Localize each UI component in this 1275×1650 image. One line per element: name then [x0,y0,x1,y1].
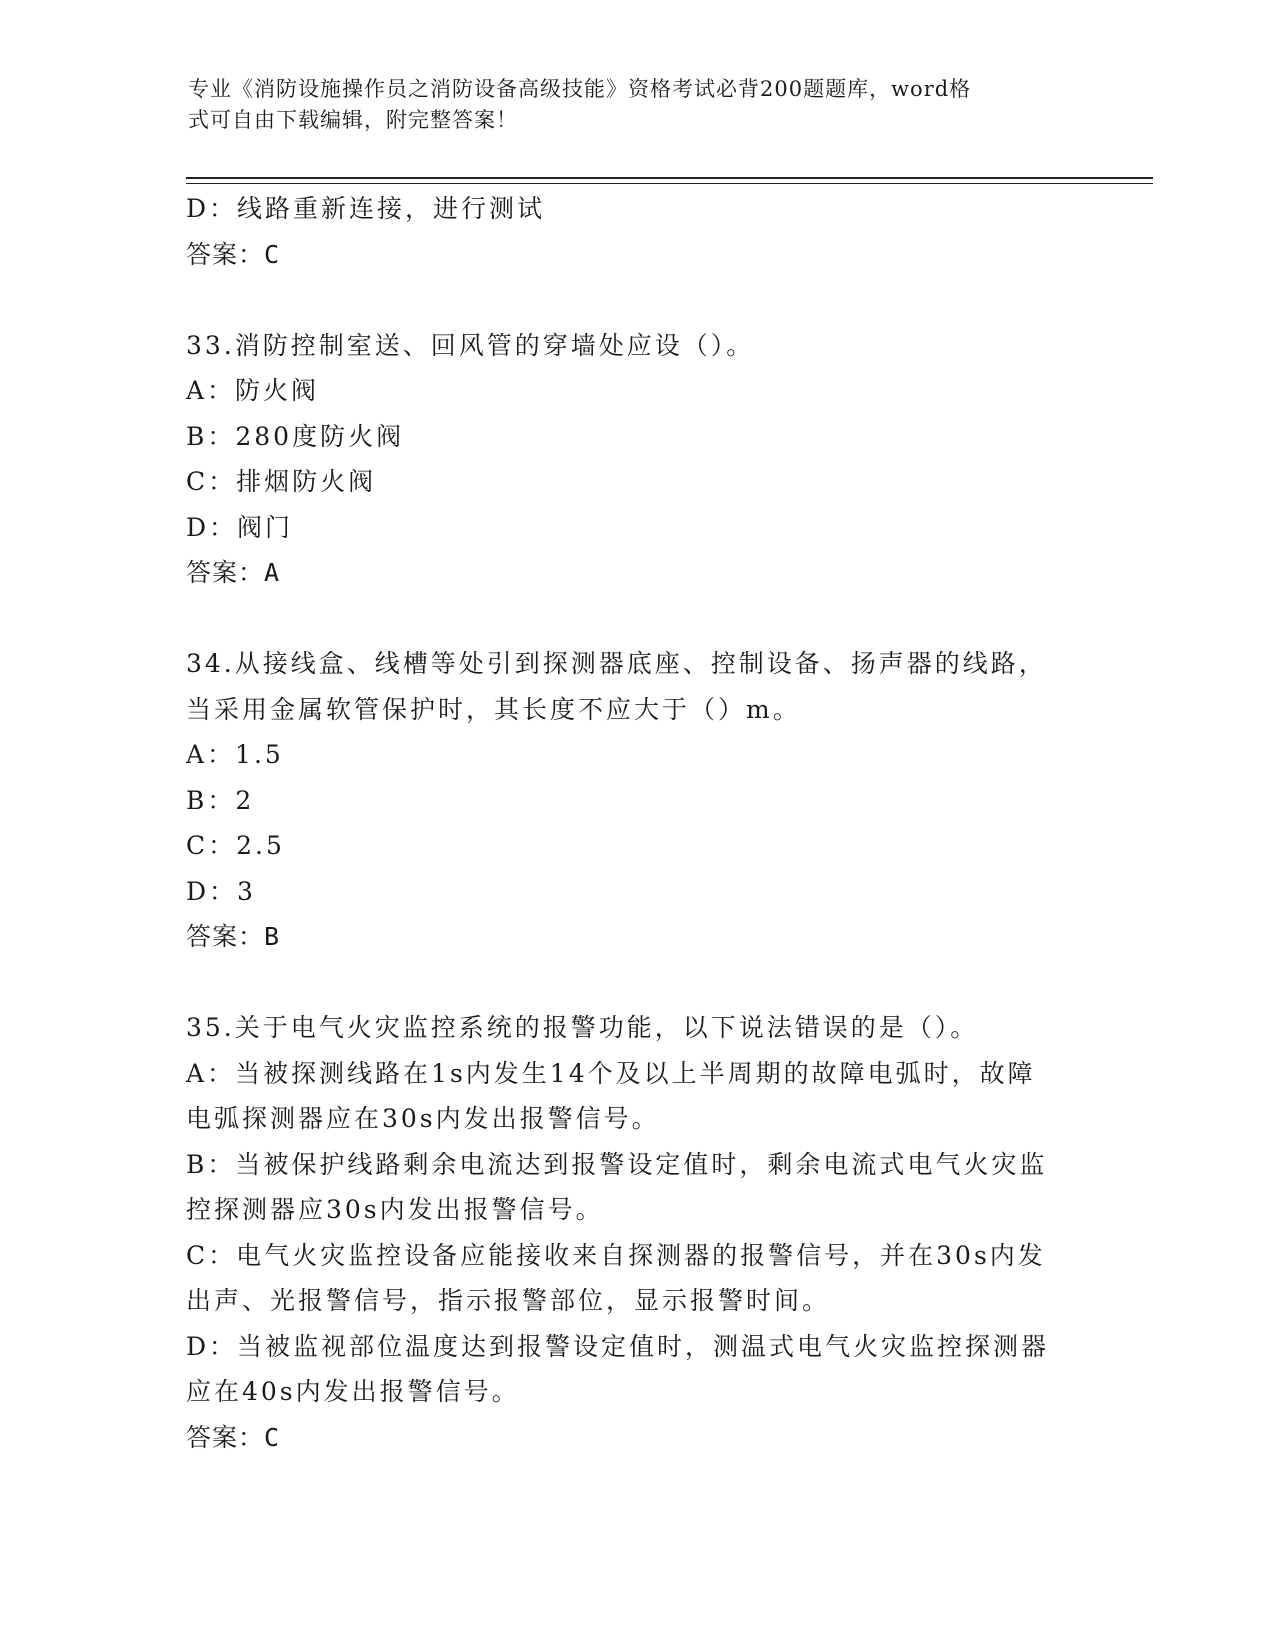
option-c: C：排烟防火阀 [186,467,377,496]
question-34 [186,641,1086,960]
option-a: A：1.5 [186,740,284,769]
answer: 答案：C [186,1422,281,1452]
option-b: B：2 [186,785,255,815]
option-a-line-2: 电弧探测器应在30s内发出报警信号。 [186,1104,660,1133]
header-divider [186,177,1153,184]
option-b-line-1: B：当被保护线路剩余电流达到报警设定值时，剩余电流式电气火灾监 [186,1149,1048,1179]
option-b: B：280度防火阀 [186,421,405,451]
option-c: C：2.5 [186,831,285,860]
question-35 [186,1005,1086,1460]
question-32-tail [186,186,1086,277]
question-list [186,186,1086,1460]
option-d: D：阀门 [186,512,294,542]
question-stem-line-2: 当采用金属软管保护时，其长度不应大于（）m。 [186,694,801,724]
question-33 [186,323,1086,596]
option-a-line-1: A：当被探测线路在1s内发生14个及以上半周期的故障电弧时，故障 [186,1058,1036,1088]
option-c-line-2: 出声、光报警信号，指示报警部位，显示报警时间。 [186,1286,831,1315]
answer: 答案：A [186,558,281,587]
option-a: A：防火阀 [186,376,320,405]
question-stem: 35.关于电气火灾监控系统的报警功能，以下说法错误的是（）。 [186,1013,979,1042]
answer: 答案：C [186,239,281,269]
answer: 答案：B [186,922,281,951]
option-d-line-1: D：当被监视部位温度达到报警设定值时，测温式电气火灾监控探测器 [186,1331,1050,1361]
spacer [186,960,1086,1006]
option-d: D：线路重新连接，进行测试 [186,194,546,223]
header-line-2: 式可自由下载编辑，附完整答案！ [188,108,518,132]
spacer [186,596,1086,642]
option-d-line-2: 应在40s内发出报警信号。 [186,1377,520,1406]
option-c-line-1: C：电气火灾监控设备应能接收来自探测器的报警信号，并在30s内发 [186,1240,1046,1270]
question-stem: 33.消防控制室送、回风管的穿墙处应设（）。 [186,330,755,360]
option-d: D：3 [186,876,256,906]
document-header [188,74,1068,136]
option-b-line-2: 控探测器应30s内发出报警信号。 [186,1195,604,1224]
spacer [186,277,1086,323]
header-line-1: 专业《消防设施操作员之消防设备高级技能》资格考试必背200题题库，word格 [188,77,972,101]
question-stem-line-1: 34.从接线盒、线槽等处引到探测器底座、控制设备、扬声器的线路， [186,649,1047,678]
